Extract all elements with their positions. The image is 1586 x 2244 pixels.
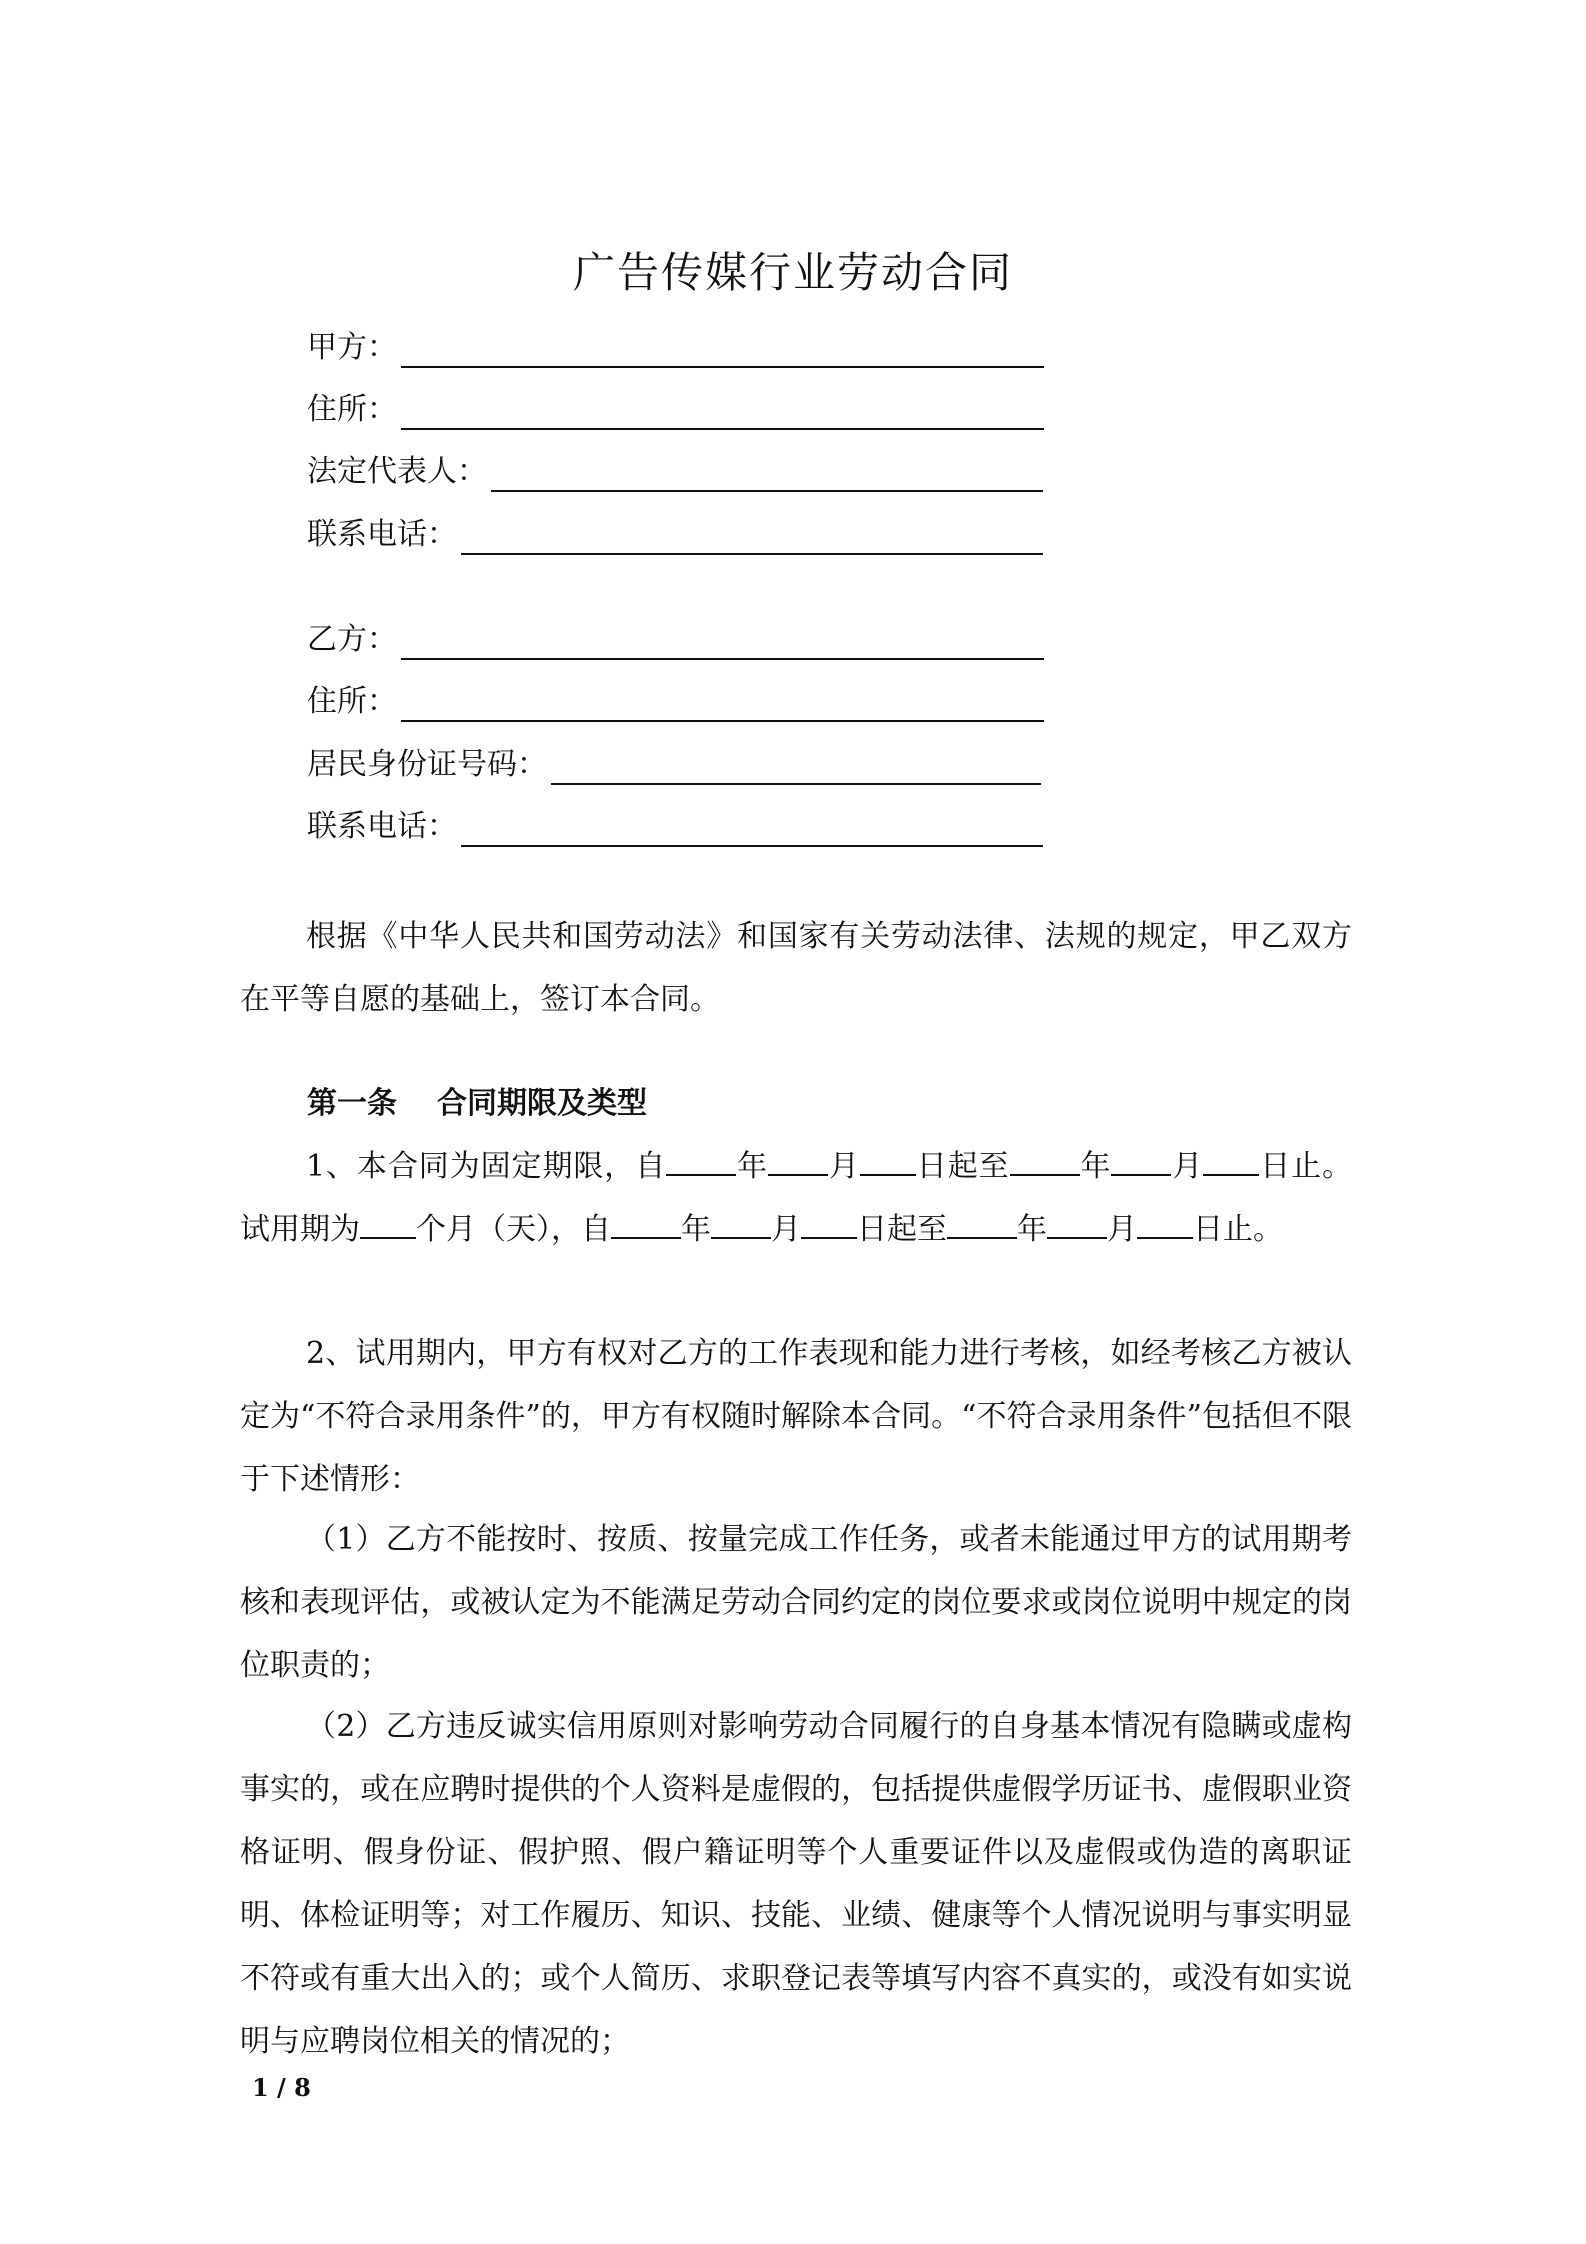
party-a-rep-field [307, 452, 1043, 492]
start-month-blank[interactable] [768, 1148, 828, 1176]
stop-text: 止。 [1223, 1212, 1283, 1247]
clause-1-text: 1、本合同为固定期限，自 [306, 1149, 667, 1184]
trial-start-month-blank[interactable] [711, 1211, 771, 1239]
month-text: 月 [828, 1149, 860, 1184]
party-b-phone-field [307, 807, 1043, 847]
trial-unit-text: 个月（天），自 [416, 1212, 611, 1247]
day-from-text: 日起至 [857, 1212, 947, 1247]
party-a-phone-blank[interactable] [461, 525, 1043, 555]
preamble-paragraph: 根据《中华人民共和国劳动法》和国家有关劳动法律、法规的规定，甲乙双方在平等自愿的基础上，签订本合同。 [240, 919, 1352, 1017]
trial-text: 试用期为 [240, 1212, 360, 1247]
party-a-rep-blank[interactable] [491, 462, 1043, 492]
page-number: 1 / 8 [252, 2073, 311, 2102]
clause-2-item-1: （1）乙方不能按时、按质、按量完成工作任务，或者未能通过甲方的试用期考核和表现评估，或被认定为不能满足劳动合同约定的岗位要求或岗位说明中规定的岗位职责的； [240, 1522, 1352, 1683]
party-b-id-label: 居民身份证号码： [307, 747, 547, 782]
clause-2-paragraph: 2、试用期内，甲方有权对乙方的工作表现和能力进行考核，如经考核乙方被认定为“不符合录用条件”的，甲方有权随时解除本合同。“不符合录用条件”包括但不限于下述情形： [240, 1336, 1352, 1497]
party-a-name-field [307, 328, 1044, 368]
stop-text: 止。 [1291, 1149, 1353, 1184]
party-b-name-label: 乙方： [307, 622, 397, 657]
party-b-phone-blank[interactable] [461, 817, 1043, 847]
trial-end-month-blank[interactable] [1047, 1211, 1107, 1239]
party-b-address-field [307, 682, 1044, 722]
month-text: 月 [771, 1212, 801, 1247]
trial-start-year-blank[interactable] [611, 1211, 681, 1239]
party-b-name-blank[interactable] [401, 630, 1044, 660]
party-a-name-label: 甲方： [307, 330, 397, 365]
article-1-number: 第一条 [307, 1086, 397, 1121]
party-b-phone-label: 联系电话： [307, 809, 457, 844]
day-from-text: 日起至 [915, 1149, 1010, 1184]
year-text: 年 [1017, 1212, 1047, 1247]
year-text: 年 [681, 1212, 711, 1247]
month-text: 月 [1171, 1149, 1204, 1184]
party-a-phone-label: 联系电话： [307, 517, 457, 552]
party-a-rep-label: 法定代表人： [307, 454, 487, 489]
party-b-id-field [307, 745, 1041, 785]
party-b-id-blank[interactable] [551, 755, 1041, 785]
contract-title: 广告传媒行业劳动合同 [572, 248, 1013, 297]
party-b-address-blank[interactable] [401, 692, 1044, 722]
party-a-phone-field [307, 515, 1043, 555]
party-a-address-blank[interactable] [401, 400, 1044, 430]
day-end-text: 日 [1193, 1212, 1223, 1247]
party-b-name-field [307, 620, 1044, 660]
year-text: 年 [1079, 1149, 1112, 1184]
day-end-text: 日 [1259, 1149, 1292, 1184]
trial-start-day-blank[interactable] [801, 1211, 857, 1239]
article-1-title: 合同期限及类型 [437, 1086, 647, 1121]
trial-end-day-blank[interactable] [1137, 1211, 1193, 1239]
end-month-blank[interactable] [1111, 1148, 1171, 1176]
start-day-blank[interactable] [860, 1148, 916, 1176]
party-a-name-blank[interactable] [401, 338, 1044, 368]
article-1-heading [307, 1078, 647, 1122]
start-year-blank[interactable] [666, 1148, 736, 1176]
trial-end-year-blank[interactable] [947, 1211, 1017, 1239]
clause-2-item-2: （2）乙方违反诚实信用原则对影响劳动合同履行的自身基本情况有隐瞒或虚构事实的，或在应聘时提供的个人资料是虚假的，包括提供虚假学历证书、虚假职业资格证明、假身份证、假护照、假户籍证明等个人重要证件以及虚假或伪造的离职证明、体检证明等；对工作履历、知识、技能、业绩、健康等个人情况说明与事实明显不符或有重大出入的；或个人简历、求职登记表等填写内容不真实的，或没有如实说明与应聘岗位相关的情况的； [240, 1709, 1352, 2059]
end-day-blank[interactable] [1203, 1148, 1259, 1176]
month-text: 月 [1107, 1212, 1137, 1247]
trial-months-blank[interactable] [360, 1211, 416, 1239]
end-year-blank[interactable] [1010, 1148, 1080, 1176]
party-a-address-label: 住所： [307, 392, 397, 427]
party-a-address-field [307, 390, 1044, 430]
clause-1-paragraph [240, 1135, 1352, 1261]
party-b-address-label: 住所： [307, 684, 397, 719]
year-text: 年 [736, 1149, 769, 1184]
